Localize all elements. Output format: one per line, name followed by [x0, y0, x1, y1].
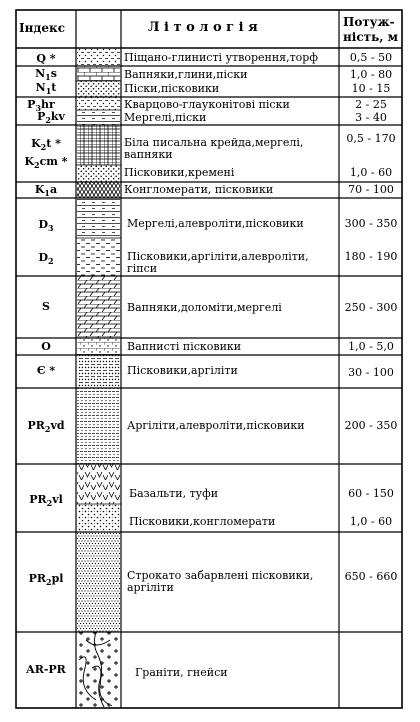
thick-cambrian: 30 - 100 — [348, 366, 394, 379]
thick-d3: 300 - 350 — [344, 217, 398, 230]
thick-p3hr: 2 - 25 — [355, 98, 387, 111]
thick-k2cm: 1,0 - 60 — [349, 166, 393, 179]
index-d3: $D_3$ — [38, 218, 54, 233]
index-p2kv: $P_2kv$ — [37, 110, 65, 125]
thick-s: 250 - 300 — [344, 301, 398, 314]
thick-p2kv: 3 - 40 — [355, 111, 387, 124]
thick-d2: 180 - 190 — [344, 250, 398, 263]
thick-n1t: 10 - 15 — [351, 82, 391, 95]
header-thickness-1: Потуж- — [343, 15, 395, 29]
lith-pr2vd: Аргіліти,алевроліти,пісковики — [127, 419, 305, 432]
lith-o: Вапнисті пісковики — [127, 340, 242, 353]
index-d2: $D_2$ — [38, 251, 54, 266]
lith-ar-pr: Граніти, гнейси — [135, 666, 228, 679]
thick-k1a: 70 - 100 — [348, 183, 394, 196]
index-cambrian: Є * — [36, 364, 56, 377]
thick-pr2vl-sand: 1,0 - 60 — [349, 515, 393, 528]
lith-k2cm: Пісковики,кремені — [124, 166, 235, 179]
index-k2t: $K_2t$ * — [31, 137, 61, 152]
lith-cambrian: Пісковики,аргіліти — [127, 364, 238, 377]
lith-k2t-line1: Біла писальна крейда,мергелі, — [124, 136, 304, 149]
thick-o: 1,0 - 5,0 — [348, 340, 394, 353]
index-q: Q * — [36, 52, 56, 65]
lith-k2t-line2: вапняки — [124, 148, 173, 161]
thick-q: 0,5 - 50 — [349, 51, 393, 64]
lith-n1s: Вапняки,глини,піски — [124, 68, 248, 81]
index-pr2vl: $PR_2vl$ — [29, 493, 63, 508]
thick-pr2vl-basalt: 60 - 150 — [348, 487, 394, 500]
index-pr2vd: $PR_2vd$ — [27, 419, 65, 434]
thick-pr2pl: 650 - 660 — [344, 570, 398, 583]
header-lithology: Л і т о л о г і я — [148, 20, 258, 35]
lith-pr2pl-line1: Строкато забарвлені пісковики, — [127, 569, 314, 582]
index-s: S — [42, 300, 50, 313]
thick-n1s: 1,0 - 80 — [349, 68, 393, 81]
lith-n1t: Піски,пісковики — [124, 82, 220, 95]
header-index: Індекс — [19, 21, 66, 35]
header-thickness-2: ність, м — [343, 30, 399, 44]
lith-p2kv: Мергелі,піски — [124, 111, 207, 124]
index-o: O — [41, 340, 51, 353]
lith-pr2vl-sand: Пісковики,конгломерати — [129, 515, 276, 528]
lith-q: Піщано-глинисті утворення,торф — [124, 51, 318, 64]
lith-p3hr: Кварцово-глауконітові піски — [124, 98, 290, 111]
index-ar-pr: AR-PR — [26, 663, 66, 676]
index-k2cm: $K_2cm$ * — [24, 155, 68, 170]
index-k1a: $K_1a$ — [34, 183, 58, 198]
lith-pr2pl-line2: аргіліти — [127, 581, 174, 594]
lith-d2-line1: Пісковики,аргіліти,алевроліти, — [127, 250, 309, 263]
index-pr2pl: $PR_2pl$ — [28, 572, 64, 587]
index-n1t: $N_1t$ — [35, 81, 57, 96]
index-p3hr: $P_3hr$ — [27, 98, 55, 113]
thick-k2t: 0,5 - 170 — [346, 132, 396, 145]
lith-k1a: Конгломерати, пісковики — [124, 183, 274, 196]
lith-d2-line2: гіпси — [127, 262, 158, 275]
lith-s: Вапняки,доломіти,мергелі — [127, 301, 282, 314]
index-n1s: $N_1s$ — [35, 67, 57, 82]
lith-d3: Мергелі,алевроліти,пісковики — [127, 217, 304, 230]
lith-pr2vl-basalt: Базальти, туфи — [129, 487, 219, 500]
thick-pr2vd: 200 - 350 — [344, 419, 398, 432]
